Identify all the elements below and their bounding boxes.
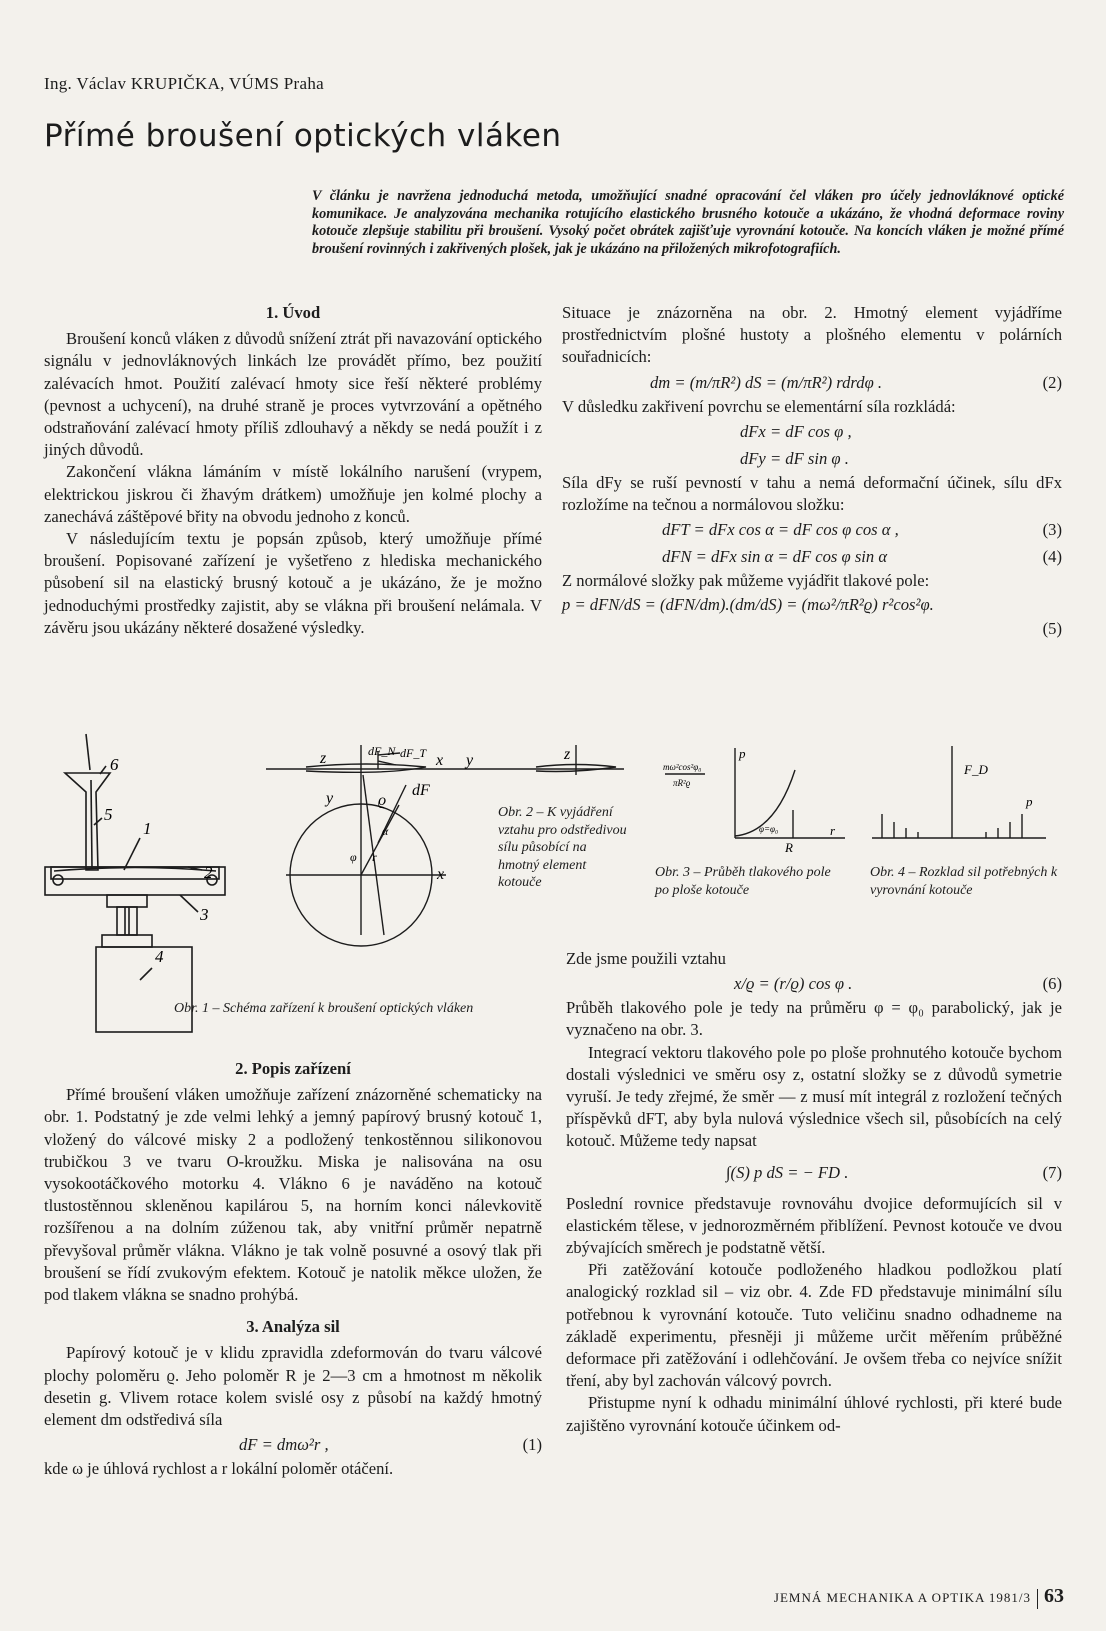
fig3-label-r: r [830,823,836,838]
figure-1-caption-wrap [174,1000,534,1018]
equation-number: (1) [522,1435,542,1455]
figure-3-caption: Obr. 3 – Průběh tlakového pole po ploše kotouče [655,865,831,898]
equation-number: (3) [1042,520,1062,540]
equation-6 [566,970,1062,997]
equation-2 [562,369,1062,396]
figure-4-force-decomposition [868,740,1068,855]
fig3-label-numerator: mω²cos²φ₀ [663,762,702,772]
equation-number: (6) [1042,974,1062,994]
equation-number: (4) [1042,547,1062,567]
paragraph: V důsledku zakřivení povrchu se elementární síla rozkládá: [562,396,956,416]
fig2-label-y: y [326,790,334,807]
paragraph: Zde jsme použili vztahu [566,949,726,968]
paragraph: Poslední rovnice představuje rovnováhu dvojice deformujících sil v elastickém tělese, v jednorozměrném přiblížení. Pevnost kotouče ve dvou zbývajících směrech je podstatně větší. [566,1193,1062,1258]
paragraph: Průběh tlakového pole je tedy na průměru φ = φ₀ parabolický, jak je vyznačeno na obr. 3. [566,998,1062,1040]
paragraph: Papírový kotouč je v klidu zpravidla zdeformován do tvaru válcové plochy poloměru ϱ. Jeho poloměr R je 2—3 cm a hmotnost m několik desetin g. Vlivem rotace kolem svislé osy z působí na každý hmotný element dm odstředivá síla [44,1343,542,1430]
equation-text: dFT = dFx cos α = dF cos φ cos α , [662,520,899,540]
paragraph: Zakončení vlákna lámáním v místě lokálního narušení (vrypem, elektrickou jiskrou či žhavým drátkem) umožňuje jen kolmé plochy a zanechává záštěpové břity na obvodu jednoho z konců. [44,462,542,526]
equation-text: dFN = dFx sin α = dF cos φ sin α [662,547,888,567]
equation-1 [44,1431,542,1458]
fig2-label-rho: ϱ [378,792,387,809]
figure-3-pressure-profile [655,740,855,855]
fig2-label-dFT: dF_T [400,746,427,760]
equation-number: (2) [1042,372,1062,392]
abstract: V článku je navržena jednoduchá metoda, umožňující snadné opracování čel vláken pro účely jednovláknové optické komunikace. Je analyzována mechanika rotujícího elastického brusného kotouče a ukázáno, že vhodná deformace roviny kotouče zlepšuje stabilitu při broušení. Vysoký počet obrátek zajišťuje vyrovnání kotouče. Na koncích vláken je možné přímé broušení rovinných i zakřivených plošek, jak je ukázáno na přiložených mikrofotografiích. [312,188,1064,257]
figure-1-caption: Obr. 1 – Schéma zařízení k broušení optických vláken [174,1001,474,1016]
equation-number: (7) [1042,1162,1062,1182]
equation-text: x/ϱ = (r/ϱ) cos φ . [734,974,853,994]
paragraph: Při zatěžování kotouče podloženého hladkou podložkou platí analogický rozklad sil – viz obr. 4. Zde FD představuje minimální sílu potřebnou k vyrovnání kotouče. Tuto veličinu snadno odhadneme na základě experimentu, přesněji ji můžeme určit měřením průběžné deformace při zatěžování i odlehčování. Je ovšem třeba co nejvíce snížit tření, aby byl zachován válcový povrch. [566,1260,1062,1391]
heading-device: 2. Popis zařízení [235,1059,351,1078]
author-line: Ing. Václav KRUPIČKA, VÚMS Praha [44,74,325,93]
fig2-label-x: x [437,866,445,883]
left-column-upper [44,302,542,639]
fig2-label-r: r [372,850,377,864]
paragraph: Integrací vektoru tlakového pole po ploše prohnutého kotouče bychom dostali výslednici ve směru osy z, ostatní složky se z důvodů symetrie vyruší. Je tedy zřejmé, že směr — z musí mít integrál z rozložení tečných příspěvků dFT, aby byla nulová výslednice všech sil, působících na celý kotouč. Můžeme tedy napsat [566,1042,1062,1151]
paragraph: Broušení konců vláken z důvodů snížení ztrát při navazování optického signálu v jednovláknových linkách lze provádět přímo, bez použití zalévacích hmot. Použití zalévací hmoty sice řeší některé problémy (pevnost a uchycení), na druhé straně je proces vytvrzování a opětného odstraňování zalévací hmoty příliš zdlouhavý a někdy se nedá použít i z jiných důvodů. [44,329,542,460]
equation-7 [566,1153,1062,1193]
equation-3b [562,445,1062,472]
heading-introduction: 1. Úvod [265,303,321,322]
figure-4-caption: Obr. 4 – Rozklad sil potřebných k vyrovnání kotouče [870,865,1058,898]
fig1-label-6: 6 [110,755,119,774]
fig2-label-y: y [466,752,474,769]
equation-4 [562,543,1062,570]
equation-text: dF = dmω²r , [239,1435,329,1455]
fig2-label-dFN: dF_N [368,744,396,758]
fig3-label-R: R [785,840,793,855]
equation-3 [562,516,1062,543]
page-footer [774,1585,1064,1609]
paragraph: Situace je znázorněna na obr. 2. Hmotný element vyjádříme prostřednictvím plošné hustoty a plošného elementu v polárních souřadnicích: [562,303,1062,367]
fig3-label-phi: φ=φ₀ [759,824,779,834]
equation-text: dm = (m/πR²) dS = (m/πR²) rdrdφ . [650,372,883,392]
paragraph: Síla dFy se ruší pevností v tahu a nemá deformační účinek, sílu dFx rozložíme na tečnou a normálovou složku: [562,472,1062,515]
fig2-label-phi: φ [350,850,357,864]
article-title: Přímé broušení optických vláken [44,118,562,154]
page-number: 63 [1044,1585,1064,1607]
equation-5 [562,592,1062,618]
fig1-label-5: 5 [104,805,113,824]
equation-text: p = dFN/dS = (dFN/dm).(dm/dS) = (mω²/πR²ϱ) r²cos²φ. [562,595,934,615]
fig2-label-dF: dF [412,782,430,799]
equation-text: dFy = dF sin φ . [740,448,849,468]
paragraph: V následujícím textu je popsán způsob, který umožňuje přímé broušení. Popisované zařízení je vyšetřeno z hlediska mechanického působení sil na elastický brusný kotouč a je ukázáno, že je možno jednoduchými prostředky zajistit, aby se vlákna při broušení nelámala. V závěru jsou ukázány některé dosažené výsledky. [44,529,542,637]
fig3-label-denominator: πR²ϱ [673,778,691,788]
fig1-label-3: 3 [200,905,209,924]
equation-3a [562,418,1062,445]
equation-5-number-row [562,618,1062,640]
heading-force-analysis: 3. Analýza sil [246,1317,340,1337]
footer-divider [1037,1589,1038,1609]
paragraph: Přímé broušení vláken umožňuje zařízení znázorněné schematicky na obr. 1. Podstatný je zde velmi lehký a jemný papírový brusný kotouč 1, vložený do válcové misky 2 a podložený tenkostěnnou silikonovou trubičkou 3 ve tvaru O-kroužku. Miska je nalisována na osu vysokootáčkového motorku 4. Vlákno 6 je naváděno na kotouč tlustostěnnou skleněnou kapilárou 5, na horním konci nálevkovitě rozšířenou a na dolním zúženou tak, aby vnitřní průměr nepatrně převyšoval průměr vlákna. Vlákno je tak volně posuvné a osový tlak při broušení se řídí zvukovým efektem. Kotouč je natolik měkce uložen, že pod tlakem vlákna se snadno prohýbá. [44,1085,542,1305]
fig1-label-1: 1 [143,819,152,838]
fig1-label-4: 4 [155,947,164,966]
right-column-upper [562,302,1062,640]
journal-name: JEMNÁ MECHANIKA A OPTIKA 1981/3 [773,1590,1031,1605]
fig2-label-z: z [320,750,327,767]
figure-1-device-schematic [40,730,230,1035]
equation-text: dFx = dF cos φ , [740,421,852,441]
paragraph: kde ω je úhlová rychlost a r lokální poloměr otáčení. [44,1459,394,1479]
fig4-label-p: p [1026,794,1033,809]
paragraph: Z normálové složky pak můžeme vyjádřit tlakové pole: [562,571,930,591]
right-column-lower [566,948,1062,1437]
fig4-label-FD: F_D [964,762,988,777]
equation-number: (5) [1042,619,1062,639]
figure-2-caption: Obr. 2 – K vyjádření vztahu pro odstředivou sílu působící na hmotný element kotouče [498,805,627,890]
left-column-lower [44,1058,542,1480]
fig2-label-x: x [436,752,444,769]
fig1-label-2: 2 [204,863,213,882]
equation-text: ∫(S) p dS = − FD . [726,1162,849,1182]
fig2-label-alpha: α [382,824,389,838]
fig2-label-z: z [564,746,571,763]
paragraph: Přistupme nyní k odhadu minimální úhlové rychlosti, při které bude zajištěno vyrovnání kotouče účinkem od- [566,1393,1062,1435]
fig3-label-p: p [739,746,746,761]
